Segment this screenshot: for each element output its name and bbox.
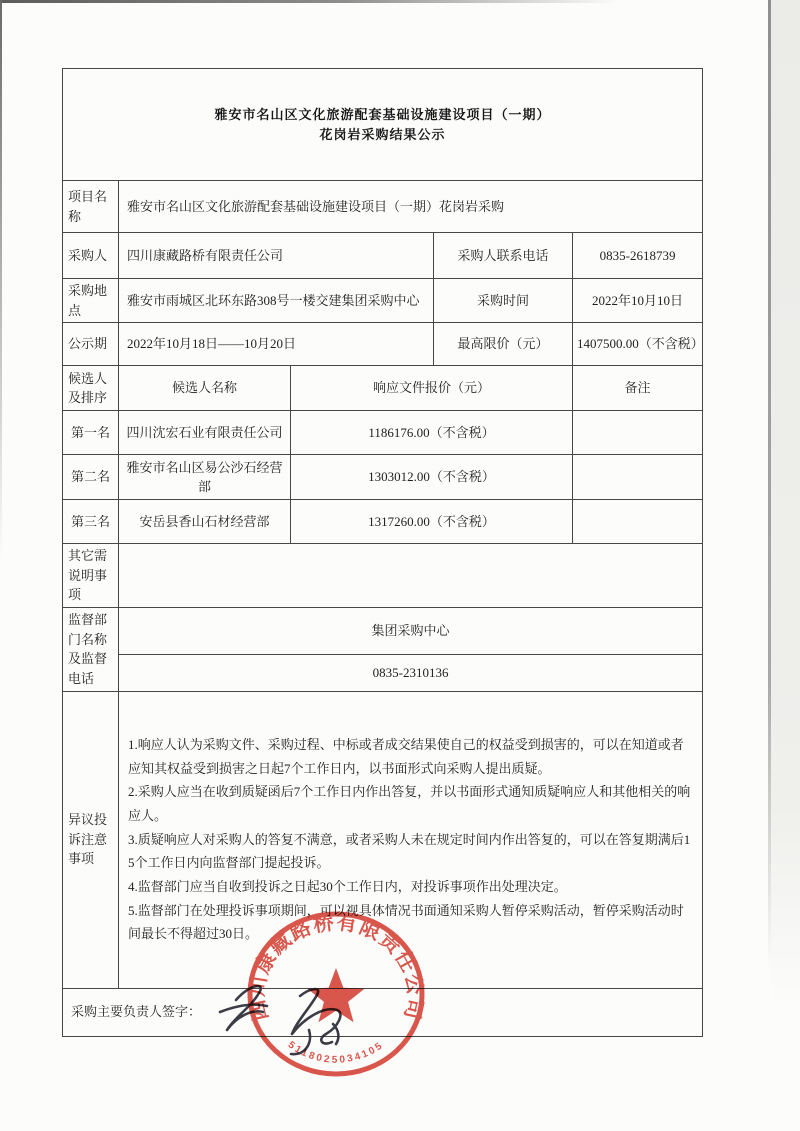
objection-item-5: 5.监督部门在处理投诉事项期间，可以视具体情况书面通知采购人暂停采购活动，暂停采购活动时间最长不得超过30日。	[128, 902, 684, 942]
candidate-name: 雅安市名山区易公沙石经营部	[119, 455, 291, 500]
candidate-rank: 第二名	[63, 455, 119, 500]
purchaser-value: 四川康藏路桥有限责任公司	[119, 233, 434, 279]
candidate-remark	[573, 500, 703, 544]
other-notes-value	[119, 544, 703, 608]
scan-edge-right-strip	[771, 0, 800, 1010]
candidate-rank: 第一名	[63, 411, 119, 455]
candidate-row-1	[63, 411, 703, 455]
scan-edge-left	[0, 0, 2, 560]
document-title-line1: 雅安市名山区文化旅游配套基础设施建设项目（一期）	[214, 107, 551, 122]
publicity-period-label: 公示期	[63, 323, 119, 366]
candidates-price-header: 响应文件报价（元）	[291, 366, 573, 411]
candidate-name: 四川沈宏石业有限责任公司	[119, 411, 291, 455]
objection-item-2: 2.采购人应当在收到质疑函后7个工作日内作出答复，并以书面形式通知质疑响应人和其他相关的响应人。	[128, 784, 691, 824]
publicity-period-value: 2022年10月18日——10月20日	[119, 323, 434, 366]
objection-item-3: 3.质疑响应人对采购人的答复不满意，或者采购人未在规定时间内作出答复的，可以在答复期满后15个工作日内向监督部门提起投诉。	[128, 831, 691, 871]
seal-number-text: 5118025034105	[285, 1039, 387, 1066]
scan-edge-right-line	[768, 0, 771, 970]
candidates-rank-header: 候选人及排序	[63, 366, 119, 411]
purchase-time-value: 2022年10月10日	[573, 279, 703, 323]
candidate-remark	[573, 411, 703, 455]
objection-item-1: 1.响应人认为采购文件、采购过程、中标或者成交结果使自己的权益受到损害的，可以在知道或者应知其权益受到损害之日起7个工作日内，以书面形式向采购人提出质疑。	[128, 737, 684, 776]
project-name-value: 雅安市名山区文化旅游配套基础设施建设项目（一期）花岗岩采购	[119, 181, 703, 233]
candidates-name-header: 候选人名称	[119, 366, 291, 411]
candidate-name: 安岳县香山石材经营部	[119, 500, 291, 544]
seal-company-text: 四川康藏路桥有限责任公司	[245, 910, 427, 1023]
document-title-line2: 花岗岩采购结果公示	[319, 126, 446, 142]
candidate-rank: 第三名	[63, 500, 119, 544]
purchase-time-label: 采购时间	[434, 279, 573, 323]
candidates-remark-header: 备注	[573, 366, 703, 411]
purchaser-phone-value: 0835-2618739	[573, 233, 703, 279]
supervision-department-value: 集团采购中心	[119, 607, 703, 654]
supervision-label: 监督部门名称及监督电话	[63, 607, 119, 691]
objection-item-4: 4.监督部门应当自收到投诉之日起30个工作日内，对投诉事项作出处理决定。	[128, 878, 567, 894]
scan-edge-top	[0, 0, 620, 3]
document-title	[63, 69, 703, 181]
location-label: 采购地点	[63, 279, 119, 323]
purchaser-phone-label: 采购人联系电话	[434, 233, 573, 279]
candidate-price: 1186176.00（不含税）	[291, 411, 573, 455]
other-notes-label: 其它需说明事项	[63, 544, 119, 608]
max-price-value: 1407500.00（不含税）	[573, 323, 703, 366]
project-name-label: 项目名称	[63, 181, 119, 233]
objection-label: 异议投诉注意事项	[63, 691, 119, 988]
candidate-row-3	[63, 500, 703, 544]
purchaser-label: 采购人	[63, 233, 119, 279]
company-seal-stamp	[243, 906, 429, 1082]
star-icon	[308, 968, 365, 1022]
location-value: 雅安市雨城区北环东路308号一楼交建集团采购中心	[119, 279, 434, 323]
signature-label: 采购主要负责人签字：	[71, 1004, 202, 1020]
candidate-row-2	[63, 455, 703, 500]
max-price-label: 最高限价（元）	[434, 323, 573, 366]
announcement-table	[62, 68, 703, 1037]
candidate-remark	[573, 455, 703, 500]
candidate-price: 1317260.00（不含税）	[291, 500, 573, 544]
candidate-price: 1303012.00（不含税）	[291, 455, 573, 500]
supervision-phone-value: 0835-2310136	[119, 654, 703, 691]
